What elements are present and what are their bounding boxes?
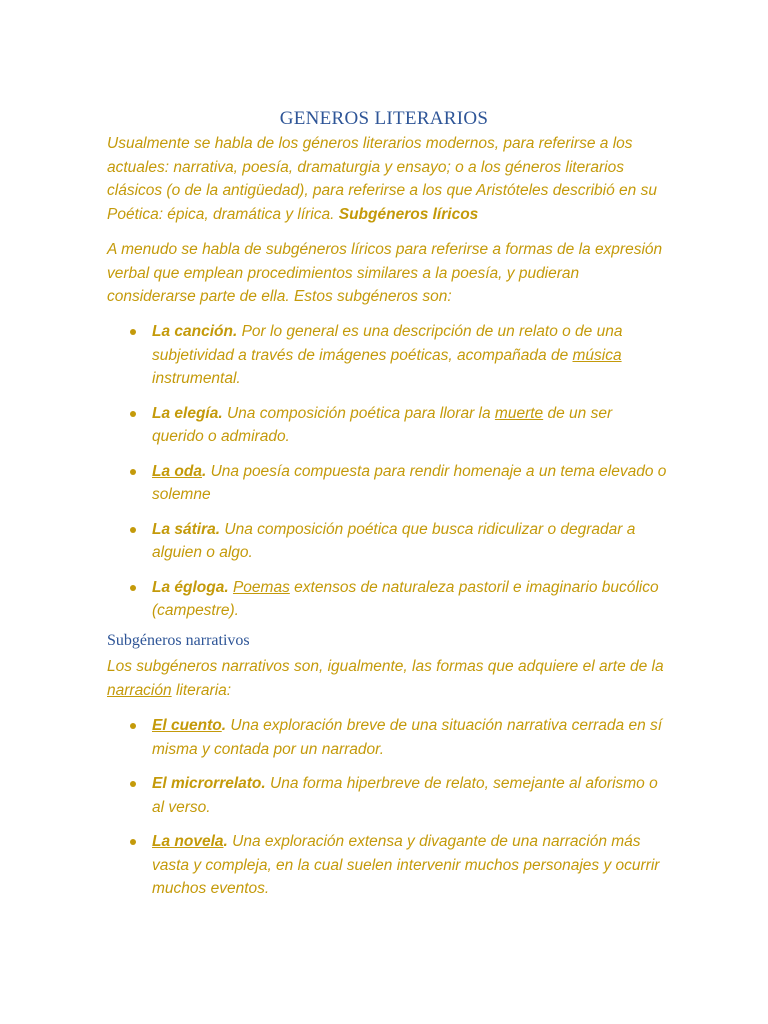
- narrative-intro-tail: literaria:: [175, 681, 232, 699]
- list-item: [107, 320, 667, 391]
- bullet-icon: [130, 839, 136, 845]
- list-item: [107, 830, 667, 901]
- item-desc: Una forma hiperbreve de relato, semejante al aforismo o al verso.: [152, 775, 658, 816]
- item-link[interactable]: muerte: [494, 404, 544, 422]
- narrative-heading: Subgéneros narrativos: [107, 632, 250, 649]
- narrative-intro-text: Los subgéneros narrativos son, igualmente, las formas que adquiere el arte de la: [107, 658, 664, 675]
- item-term-suffix: .: [201, 462, 207, 480]
- item-desc: Una poesía compuesta para rendir homenaje a un tema elevado o solemne: [152, 462, 667, 503]
- item-desc-tail: instrumental.: [152, 370, 241, 387]
- page-title: GENEROS LITERARIOS: [279, 108, 489, 129]
- lyric-list: [107, 320, 667, 623]
- item-term: La égloga.: [152, 578, 229, 596]
- list-item: [107, 518, 667, 565]
- bullet-icon: [130, 527, 136, 533]
- item-desc: Una exploración breve de una situación narrativa cerrada en sí misma y contada por un narrador.: [152, 717, 663, 758]
- bullet-icon: [130, 469, 136, 475]
- item-desc: Por lo general es una descripción de un relato o de una subjetividad a través de imágenes poéticas, acompañada de: [152, 323, 623, 364]
- item-desc-tail: extensos de naturaleza pastoril e imaginario bucólico (campestre).: [152, 578, 659, 619]
- list-item: [107, 714, 667, 761]
- item-term: El microrrelato.: [152, 775, 266, 792]
- narrative-list: [107, 714, 667, 901]
- item-desc: Una exploración extensa y divagante de una narración más vasta y compleja, en la cual suelen intervenir muchos personajes y ocurrir muchos eventos.: [152, 833, 660, 897]
- bullet-icon: [130, 585, 136, 591]
- item-term: La canción.: [152, 323, 238, 340]
- bullet-icon: [130, 411, 136, 417]
- bullet-icon: [130, 723, 136, 729]
- list-item: [107, 402, 667, 449]
- list-item: [107, 460, 667, 507]
- narrative-intro-paragraph: [107, 655, 667, 702]
- item-term-link[interactable]: La oda: [152, 462, 202, 480]
- lyric-intro-paragraph: A menudo se habla de subgéneros líricos para referirse a formas de la expresión verbal que emplean procedimientos similares a la poesía, y pudieran considerarse parte de ella. Estos subgéneros son:: [107, 241, 663, 305]
- lyric-subheading: Subgéneros líricos: [338, 205, 479, 223]
- bullet-icon: [130, 781, 136, 787]
- bullet-icon: [130, 329, 136, 335]
- item-term: La sátira.: [152, 520, 221, 538]
- intro-text: Usualmente se habla de los géneros literarios modernos, para referirse a los actuales: narrativa, poesía, dramaturgia y ensayo; o a los géneros literarios clásicos (o de la antigüedad), para referirse a los que Aristóteles describió en su Poética: épica, dramática y lírica.: [107, 135, 657, 223]
- intro-paragraph: [107, 132, 667, 226]
- item-term-suffix: .: [223, 833, 228, 850]
- item-desc: Una composición poética para llorar la: [226, 404, 491, 422]
- list-item: [107, 772, 667, 819]
- item-term: [152, 717, 226, 734]
- item-desc: Una composición poética que busca ridiculizar o degradar a alguien o algo.: [152, 520, 636, 561]
- item-term: [152, 833, 228, 850]
- item-term-link[interactable]: La novela: [152, 833, 224, 850]
- item-term-suffix: .: [221, 717, 227, 734]
- item-term-link[interactable]: El cuento: [152, 717, 222, 734]
- narrative-link[interactable]: narración: [107, 681, 172, 699]
- list-item: [107, 576, 667, 623]
- item-desc-tail: de un ser querido o admirado.: [152, 404, 613, 445]
- item-term: [152, 463, 206, 480]
- item-term: La elegía.: [152, 404, 223, 422]
- item-link[interactable]: música: [572, 346, 622, 364]
- item-link[interactable]: Poemas: [232, 578, 290, 596]
